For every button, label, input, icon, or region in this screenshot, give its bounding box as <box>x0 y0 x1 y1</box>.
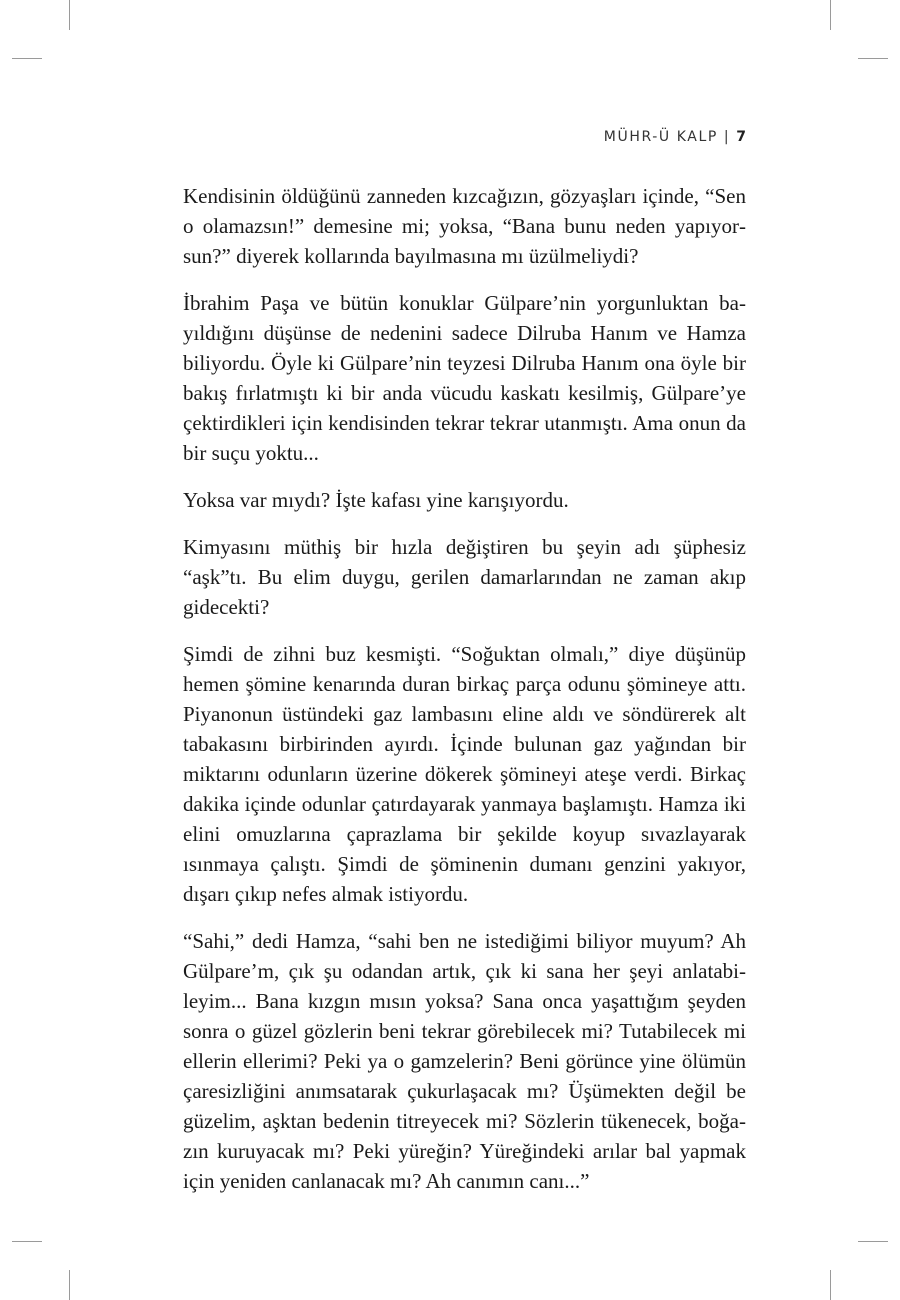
crop-mark-top-left-vertical <box>69 0 70 30</box>
header-separator: | <box>723 129 731 145</box>
paragraph: Kendisinin öldüğünü zanneden kızcağızın, gözyaşları içinde, “Sen o olamazsın!” demesine mi; yoksa, “Bana bunu neden yapıyorsun?” diyerek kollarında bayılmasına mı üzülmeliydi? <box>183 184 746 268</box>
paragraph: Yoksa var mıydı? İşte kafası yine karışıyordu. <box>183 488 569 512</box>
crop-mark-top-right-horizontal <box>858 58 888 59</box>
book-title: MÜHR-Ü KALP <box>603 129 718 145</box>
paragraph: Şimdi de zihni buz kesmişti. “Soğuktan olmalı,” diye düşünüp hemen şömine kenarında duran birkaç parça odunu şömineye attı. Piyanonun üstündeki gaz lambasını eline aldı ve söndürerek alt tabakasını birbirinden ayırdı. İçinde bulunan gaz yağından bir miktarını odunların üzerine dökerek şömineyi ateşe verdi. Birkaç dakika içinde odunlar çatırdayarak yanmaya başlamıştı. Hamza iki elini omuzlarına çaprazlama bir şekilde koyup sıvazlayarak ısınmaya çalıştı. Şimdi de şöminenin dumanı genzini yakıyor, dışarı çıkıp nefes almak istiyordu. <box>183 642 746 906</box>
crop-mark-bottom-right-vertical <box>830 1270 831 1300</box>
crop-mark-bottom-right-horizontal <box>858 1241 888 1242</box>
paragraph: Kimyasını müthiş bir hızla değiştiren bu şeyin adı şüphesiz “aşk”tı. Bu elim duygu, gerilen damarlarından ne zaman akıp gidecekti? <box>183 535 746 619</box>
paragraph: “Sahi,” dedi Hamza, “sahi ben ne istediğimi biliyor muyum? Ah Gülpare’m, çık şu odandan artık, çık ki sana her şeyi anlatabileyim... Bana kızgın mısın yoksa? Sana onca yaşattığım şeyden sonra o güzel gözlerin beni tekrar görebilecek mi? Tutabilecek mi ellerin ellerimi? Peki ya o gamzelerin? Beni görünce yine ölümün çaresizliğini anımsatarak çukurlaşacak mı? Üşümekten değil be güzelim, aşktan bedenin titreyecek mi? Sözlerin tükenecek, boğazın kuruyacak mı? Peki yüreğin? Yüreğindeki arılar bal yapmak için yeniden canlanacak mı? Ah canımın canı...” <box>183 929 746 1193</box>
page-number: 7 <box>736 129 746 145</box>
crop-mark-top-right-vertical <box>830 0 831 30</box>
crop-mark-top-left-horizontal <box>12 58 42 59</box>
body-text <box>183 181 746 1213</box>
crop-mark-bottom-left-vertical <box>69 1270 70 1300</box>
running-head <box>604 127 746 147</box>
paragraph: İbrahim Paşa ve bütün konuklar Gülpare’nin yorgunluktan bayıldığını düşünse de nedenini sadece Dilruba Hanım ve Hamza biliyordu. Öyle ki Gülpare’nin teyzesi Dilruba Hanım ona öyle bir bakış fırlatmıştı ki bir anda vücudu kaskatı kesilmiş, Gülpare’ye çektirdikleri için kendisinden tekrar tekrar utanmıştı. Ama onun da bir suçu yoktu... <box>183 291 746 465</box>
crop-mark-bottom-left-horizontal <box>12 1241 42 1242</box>
